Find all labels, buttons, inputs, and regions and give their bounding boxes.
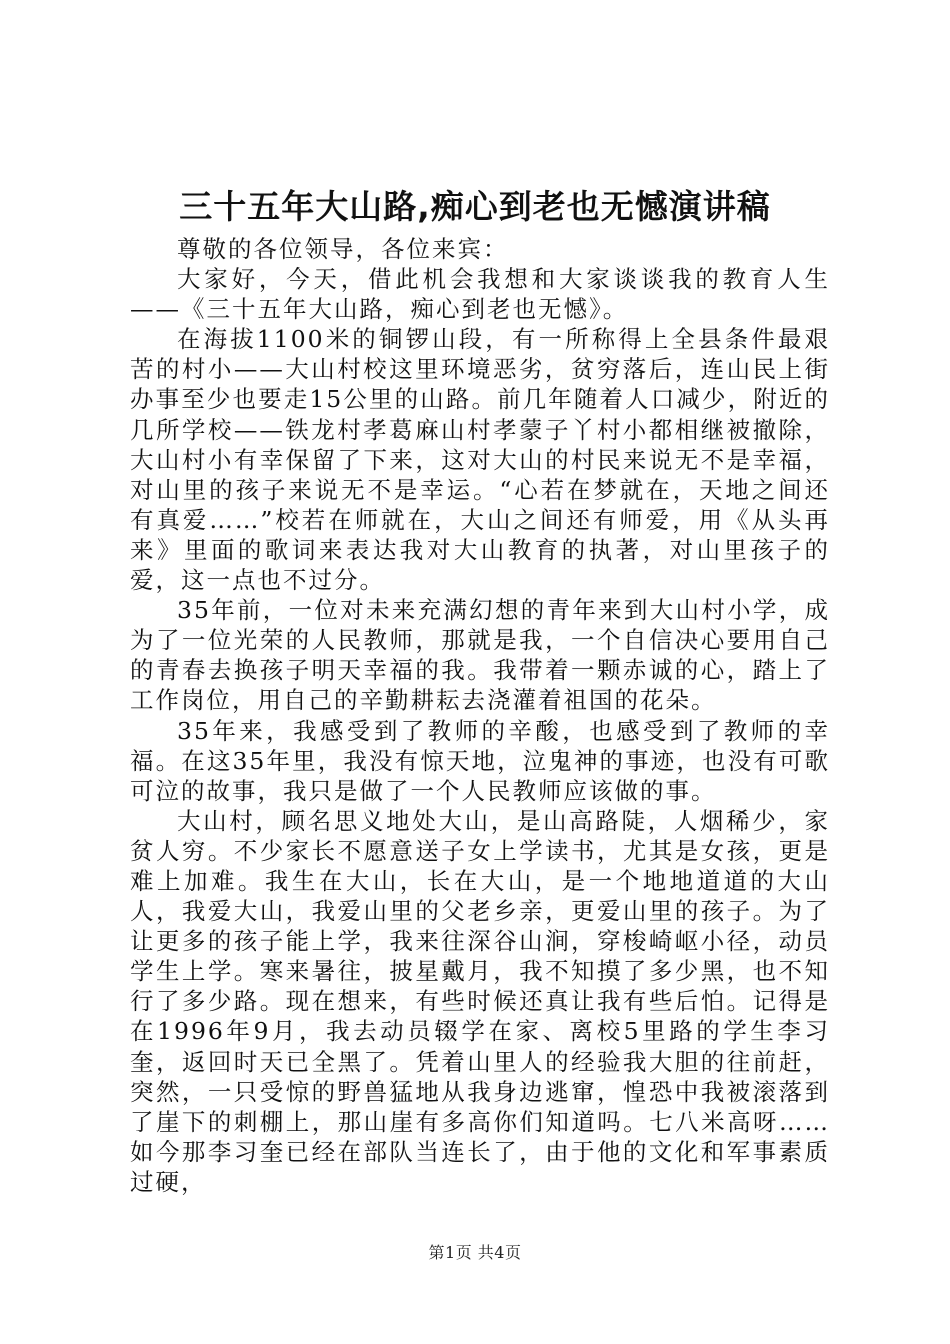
paragraph-35-years-since: 35年来，我感受到了教师的辛酸，也感受到了教师的幸福。在这35年里，我没有惊天地，泣鬼神的事迹，也没有可歌可泣的故事，我只是做了一个人民教师应该做的事。 (130, 716, 830, 805)
paragraph-35-years-ago: 35年前，一位对未来充满幻想的青年来到大山村小学，成为了一位光荣的人民教师，那就是我，一个自信决心要用自己的青春去换孩子明天幸福的我。我带着一颗赤诚的心，踏上了工作岗位，用自己的辛勤耕耘去浇灌着祖国的花朵。 (130, 596, 830, 715)
paragraph-salutation: 尊敬的各位领导，各位来宾： (177, 235, 509, 263)
document-body (130, 234, 830, 1197)
page-number-footer: 第1页 共4页 (428, 1243, 522, 1262)
paragraph-village-school: 在海拔1100米的铜锣山段，有一所称得上全县条件最艰苦的村小——大山村校这里环境恶劣，贫穷落后，连山民上街办事至少也要走15公里的山路。前几年随着人口减少，附近的几所学校——铁龙村孝葛麻山村孝蒙子丫村小都相继被撤除，大山村小有幸保留了下来，这对大山的村民来说无不是幸福，对山里的孩子来说无不是幸运。“心若在梦就在，天地之间还有真爱……”校若在师就在，大山之间还有师爱，用《从头再来》里面的歌词来表达我对大山教育的执著，对山里孩子的爱，这一点也不过分。 (130, 325, 830, 595)
paragraph-greeting: 大家好，今天，借此机会我想和大家谈谈我的教育人生——《三十五年大山路，痴心到老也无憾》。 (130, 265, 830, 324)
paragraph-mountain-village: 大山村，顾名思义地处大山，是山高路陡，人烟稀少，家贫人穷。不少家长不愿意送子女上学读书，尤其是女孩，更是难上加难。我生在大山，长在大山，是一个地地道道的大山人，我爱大山，我爱山里的父老乡亲，更爱山里的孩子。为了让更多的孩子能上学，我来往深谷山涧，穿梭崎岖小径，动员学生上学。寒来暑往，披星戴月，我不知摸了多少黑，也不知行了多少路。现在想来，有些时候还真让我有些后怕。记得是在1996年9月，我去动员辍学在家、离校5里路的学生李习奎，返回时天已全黑了。凭着山里人的经验我大胆的往前赶，突然，一只受惊的野兽猛地从我身边逃窜，惶恐中我被滚落到了崖下的刺棚上，那山崖有多高你们知道吗。七八米高呀……如今那李习奎已经在部队当连长了，由于他的文化和军事素质过硬， (130, 806, 830, 1196)
document-title: 三十五年大山路,痴心到老也无憾演讲稿 (179, 187, 771, 226)
